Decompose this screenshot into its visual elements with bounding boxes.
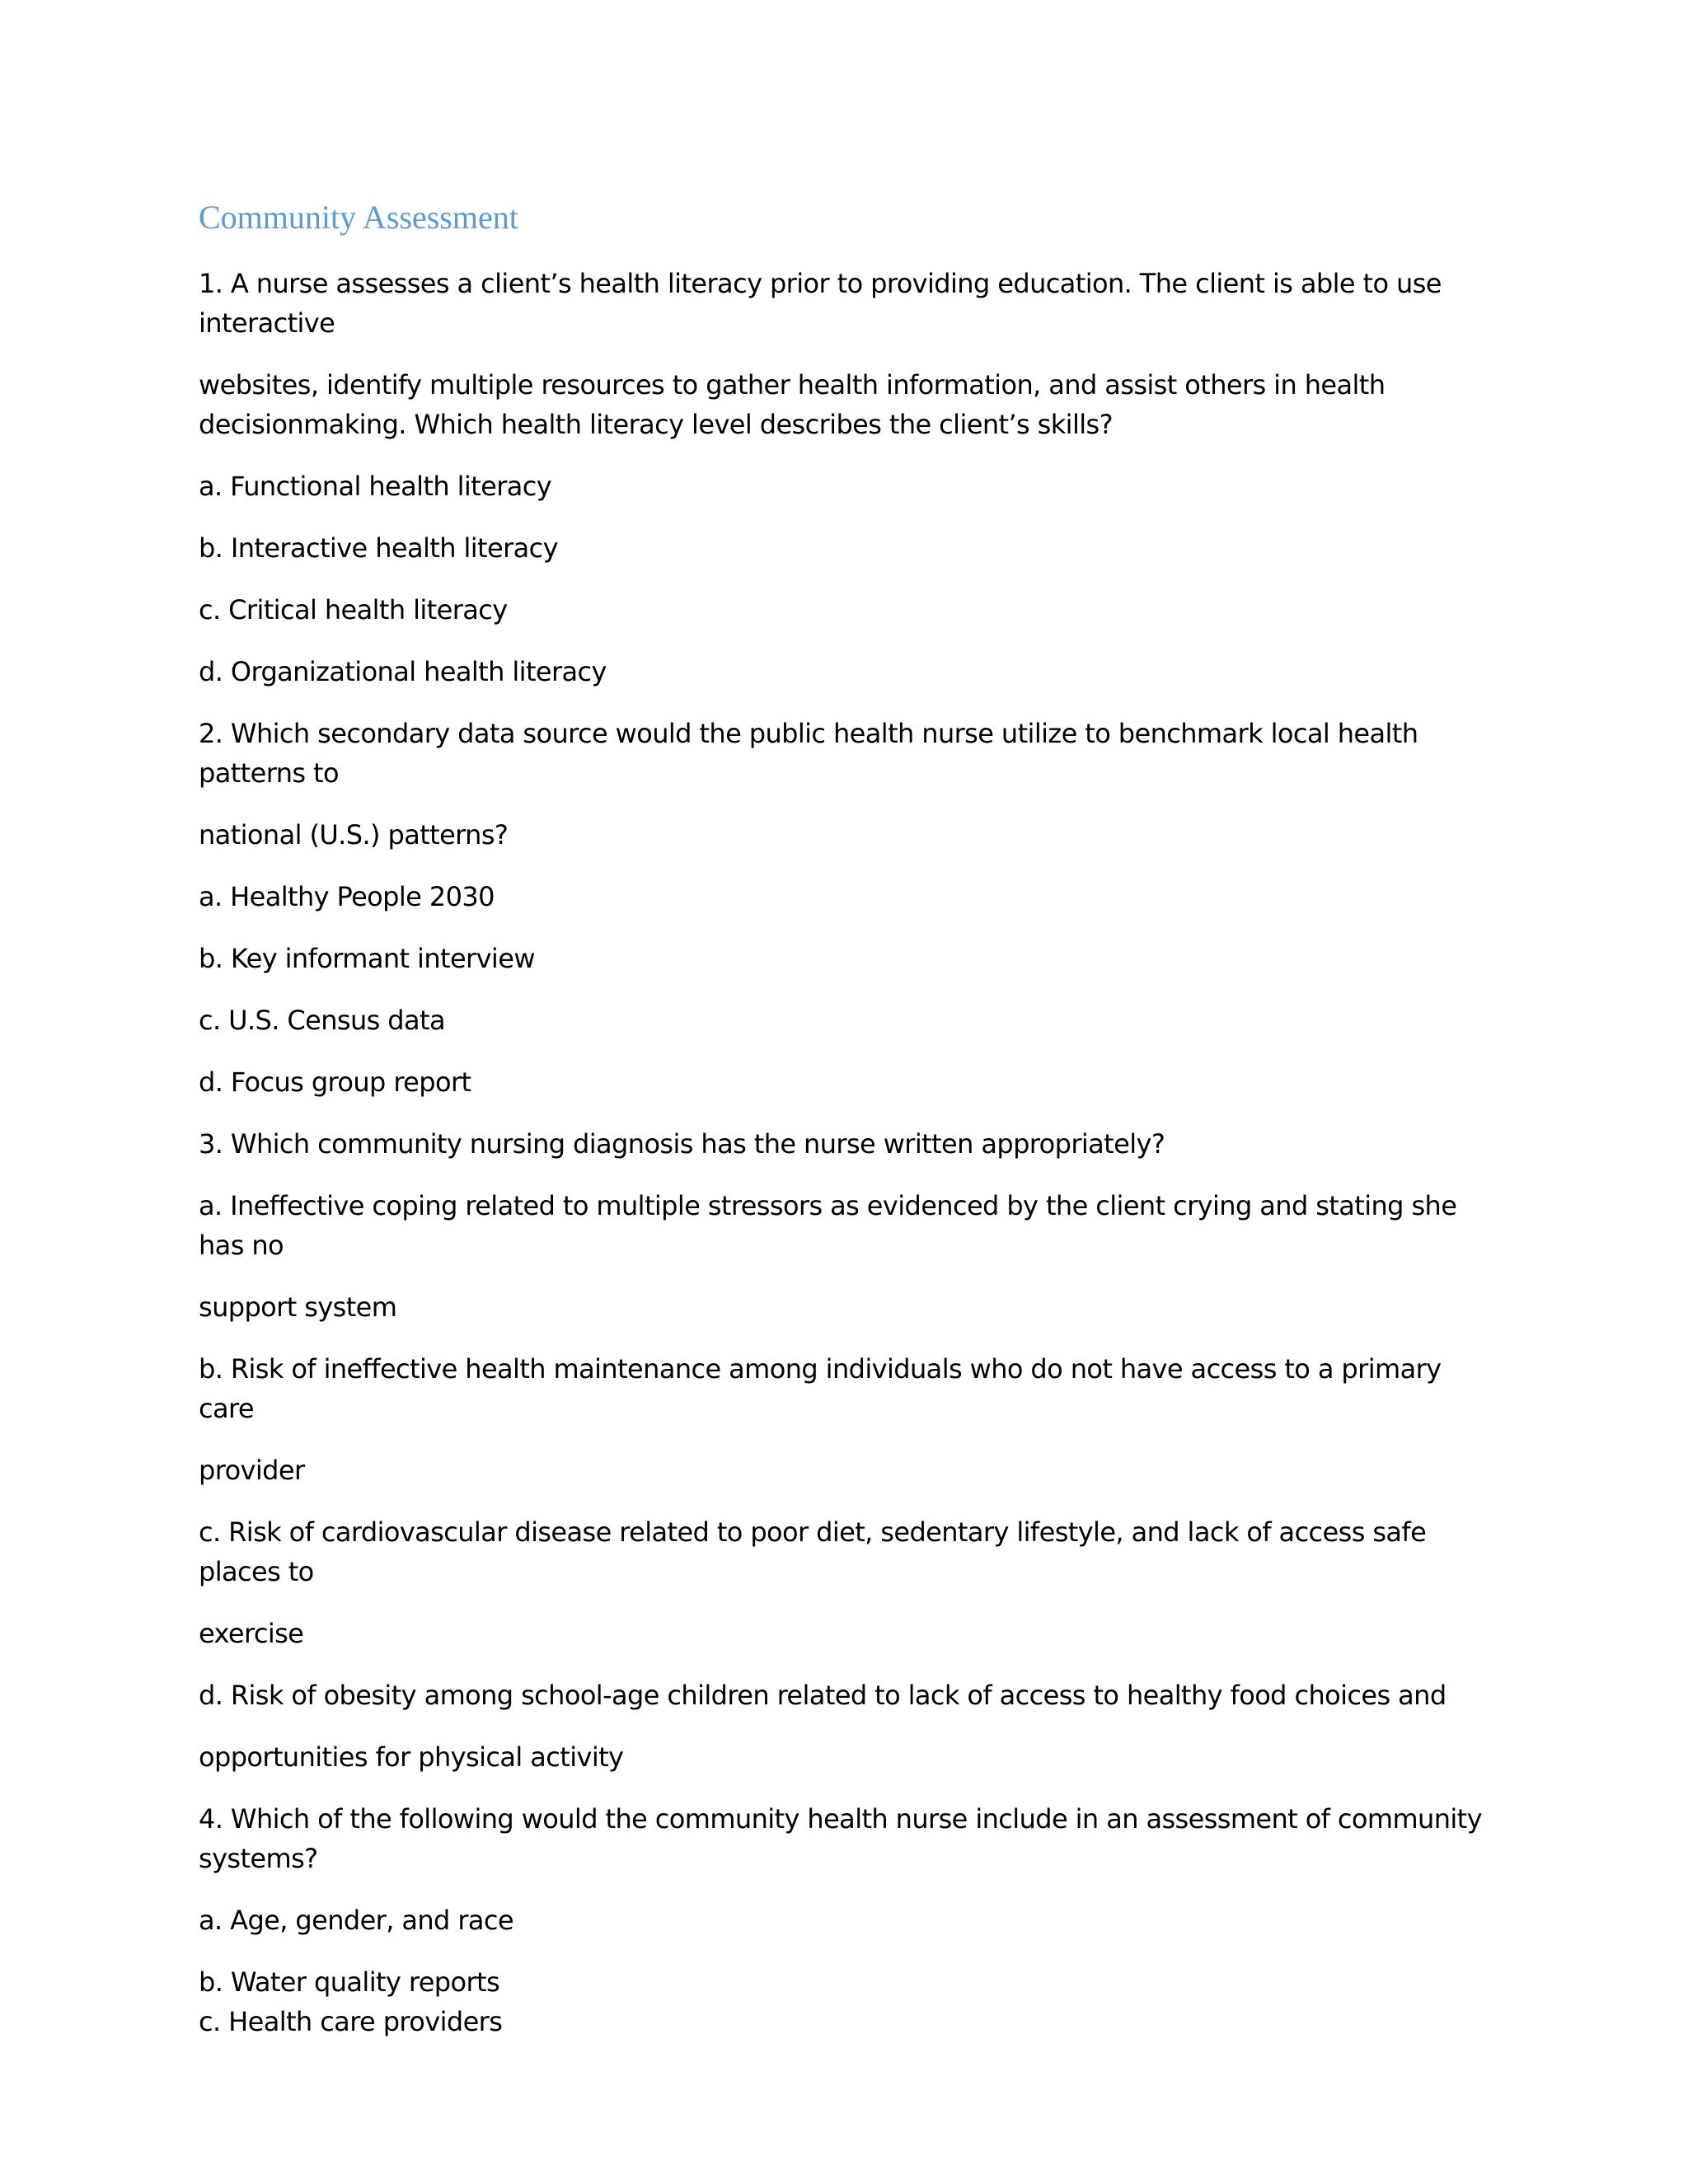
question-2-option-b: b. Key informant interview [199, 943, 535, 974]
question-3-option-b-line-1: b. Risk of ineffective health maintenance among individuals who do not have access to a primary care [199, 1353, 1442, 1424]
question-3-stem: 3. Which community nursing diagnosis has the nurse written appropriately? [199, 1128, 1165, 1160]
question-1-option-d: d. Organizational health literacy [199, 656, 607, 687]
question-4-option-c: c. Health care providers [199, 2006, 503, 2037]
document-title: Community Assessment [199, 199, 518, 236]
question-3-option-c-line-2: exercise [199, 1618, 304, 1649]
question-2-option-d: d. Focus group report [199, 1066, 471, 1098]
question-2-option-c: c. U.S. Census data [199, 1005, 445, 1036]
question-3-option-b-line-2: provider [199, 1455, 305, 1486]
question-4-option-a: a. Age, gender, and race [199, 1905, 513, 1936]
question-1-option-b: b. Interactive health literacy [199, 532, 558, 564]
question-1-stem-line-2: websites, identify multiple resources to gather health information, and assist others in health decisionmaking. Which health literacy level describes the client’s skills? [199, 369, 1386, 440]
question-1-option-c: c. Critical health literacy [199, 594, 508, 626]
question-4-option-b: b. Water quality reports [199, 1966, 500, 1998]
question-3-option-a-line-2: support system [199, 1291, 397, 1323]
question-4-stem: 4. Which of the following would the community health nurse include in an assessment of community systems? [199, 1803, 1482, 1874]
question-3-option-a-line-1: a. Ineffective coping related to multiple stressors as evidenced by the client crying and stating she has no [199, 1190, 1457, 1261]
question-3-option-c-line-1: c. Risk of cardiovascular disease related to poor diet, sedentary lifestyle, and lack of access safe places to [199, 1516, 1427, 1587]
question-1-stem-line-1: 1. A nurse assesses a client’s health literacy prior to providing education. The client is able to use interactive [199, 268, 1442, 339]
question-2-stem-line-1: 2. Which secondary data source would the public health nurse utilize to benchmark local health patterns to [199, 718, 1418, 789]
question-3-option-d-line-1: d. Risk of obesity among school-age children related to lack of access to healthy food choices and [199, 1680, 1447, 1711]
question-1-option-a: a. Functional health literacy [199, 471, 552, 502]
document-body [199, 196, 1493, 2041]
question-3-option-d-line-2: opportunities for physical activity [199, 1741, 624, 1773]
question-2-stem-line-2: national (U.S.) patterns? [199, 819, 509, 851]
question-2-option-a: a. Healthy People 2030 [199, 881, 495, 912]
